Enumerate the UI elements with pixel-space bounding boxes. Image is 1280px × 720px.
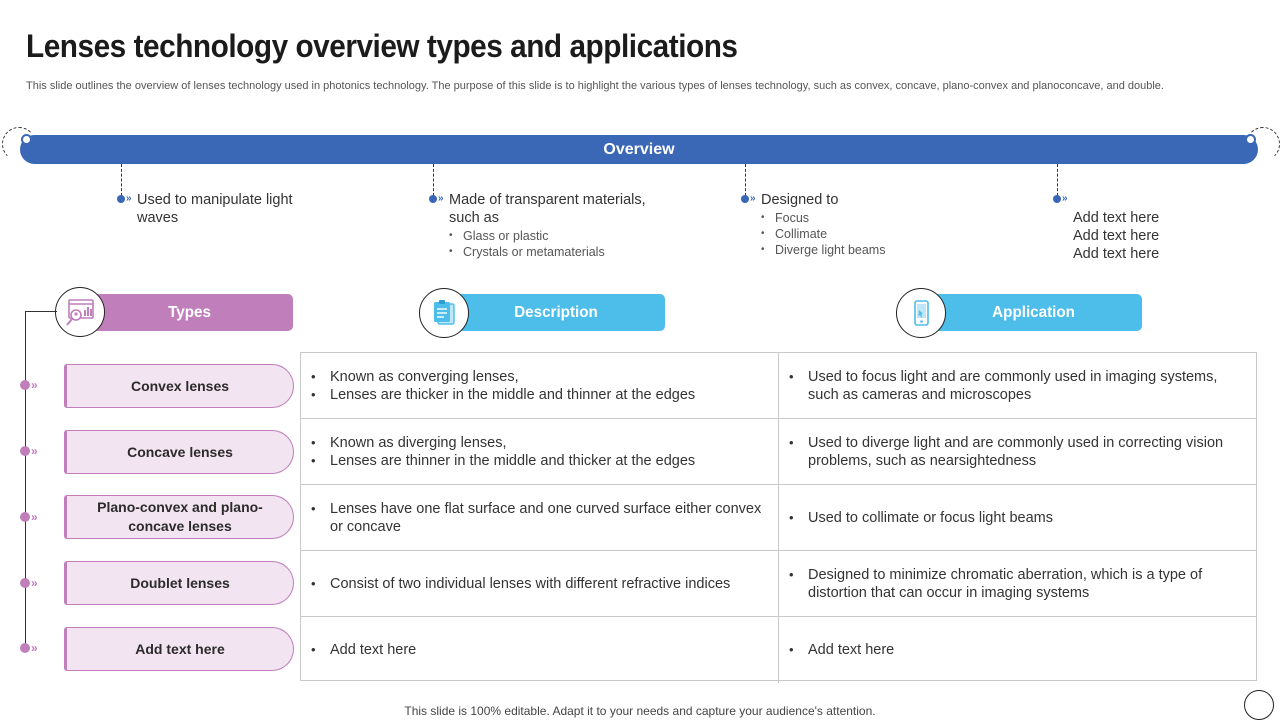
dashed-connector: [433, 164, 434, 196]
description-cell: [301, 419, 779, 484]
timeline-dot: [20, 512, 30, 522]
type-pill-concave: [64, 430, 294, 474]
chevron-right-icon: »: [438, 193, 444, 204]
overview-text: Add text here Add text here Add text here: [1073, 210, 1160, 262]
timeline-dot: [20, 643, 30, 653]
description-bullet: • Lenses have one flat surface and one curved surface either convex or concave: [310, 500, 764, 536]
types-header-label: Types: [168, 304, 212, 321]
application-header-label: Application: [992, 304, 1075, 321]
description-header: [447, 294, 665, 331]
timeline-line: [25, 311, 26, 648]
timeline-dot: [20, 578, 30, 588]
application-bullet: • Designed to minimize chromatic aberration, which is a type of distortion that can occur in imaging systems: [788, 566, 1242, 602]
type-label: Plano-convex and plano-concave lenses: [97, 499, 263, 534]
description-cell: [301, 551, 779, 616]
bar-left-end: [21, 134, 32, 145]
description-bullet: • Consist of two individual lenses with different refractive indices: [310, 575, 730, 593]
footer-note: This slide is 100% editable. Adapt it to your needs and capture your audience's attention.: [404, 704, 876, 718]
overview-text: Designed to: [761, 192, 839, 208]
application-cell: [779, 419, 1256, 484]
overview-bullets: [449, 228, 664, 260]
overview-text: Made of transparent materials, such as: [449, 192, 646, 226]
overview-bullet: • Diverge light beams: [761, 242, 961, 258]
description-cell: [301, 617, 779, 683]
type-pill-convex: [64, 364, 294, 408]
chevron-right-icon: »: [126, 193, 132, 204]
types-header: [87, 294, 293, 331]
description-header-label: Description: [514, 304, 598, 321]
description-bullet: • Add text here: [310, 641, 416, 659]
overview-bullet: • Crystals or metamaterials: [449, 244, 664, 260]
presentation-analytics-icon: [55, 287, 105, 337]
description-cell: [301, 353, 779, 418]
connector-dot: [741, 195, 749, 203]
chevron-right-icon: »: [750, 193, 756, 204]
table-row: [301, 353, 1256, 419]
chevron-right-icon: »: [31, 641, 38, 655]
chevron-right-icon: »: [31, 378, 38, 392]
type-pill-doublet: [64, 561, 294, 605]
chevron-right-icon: »: [1062, 193, 1068, 204]
bar-right-end: [1245, 134, 1256, 145]
table-row: [301, 485, 1256, 551]
overview-bullet: • Collimate: [761, 226, 961, 242]
description-cell: [301, 485, 779, 550]
connector-dot: [1053, 195, 1061, 203]
description-bullet: • Known as diverging lenses,: [310, 434, 695, 452]
corner-circle-decoration: [1244, 690, 1274, 720]
lenses-table: [300, 352, 1257, 681]
table-row: [301, 419, 1256, 485]
application-bullet: • Used to diverge light and are commonly used in correcting vision problems, such as nearsightedness: [788, 434, 1242, 470]
application-cell: [779, 485, 1256, 550]
page-title: Lenses technology overview types and applications: [26, 28, 738, 64]
dashed-connector: [1057, 164, 1058, 196]
description-bullet: • Lenses are thicker in the middle and thinner at the edges: [310, 386, 695, 404]
type-label: Doublet lenses: [130, 574, 230, 591]
type-pill-plano: [64, 495, 294, 539]
document-list-icon: [419, 288, 469, 338]
timeline-connector: [25, 311, 57, 312]
application-cell: [779, 353, 1256, 418]
chevron-right-icon: »: [31, 576, 38, 590]
description-bullet: • Lenses are thinner in the middle and thicker at the edges: [310, 452, 695, 470]
dashed-connector: [121, 164, 122, 196]
overview-label: Overview: [603, 141, 675, 158]
application-bullet: • Used to collimate or focus light beams: [788, 509, 1053, 527]
application-cell: [779, 551, 1256, 616]
table-row: [301, 551, 1256, 617]
overview-bullet: • Glass or plastic: [449, 228, 664, 244]
overview-text: Used to manipulate light waves: [137, 192, 293, 226]
application-bullet: • Used to focus light and are commonly used in imaging systems, such as cameras and microscopes: [788, 368, 1242, 404]
description-bullet: • Known as converging lenses,: [310, 368, 695, 386]
dashed-connector: [745, 164, 746, 196]
type-label: Concave lenses: [127, 443, 233, 460]
overview-bar: [20, 135, 1258, 164]
connector-dot: [117, 195, 125, 203]
page-subtitle: This slide outlines the overview of lenses technology used in photonics technology. The purpose of this slide is to highlight the various types of lenses technology, such as convex, concave, plano-convex and planoconcave, and double.: [26, 80, 1164, 92]
chevron-right-icon: »: [31, 444, 38, 458]
table-row: [301, 617, 1256, 683]
overview-bullets: [761, 210, 961, 258]
application-bullet: • Add text here: [788, 641, 894, 659]
mobile-app-icon: [896, 288, 946, 338]
timeline-dot: [20, 446, 30, 456]
type-label: Add text here: [135, 640, 225, 657]
application-cell: [779, 617, 1256, 683]
timeline-dot: [20, 380, 30, 390]
type-label: Convex lenses: [130, 377, 230, 394]
overview-bullet: • Focus: [761, 210, 961, 226]
type-pill-add-text: [64, 627, 294, 671]
application-header: [925, 294, 1142, 331]
chevron-right-icon: »: [31, 510, 38, 524]
connector-dot: [429, 195, 437, 203]
